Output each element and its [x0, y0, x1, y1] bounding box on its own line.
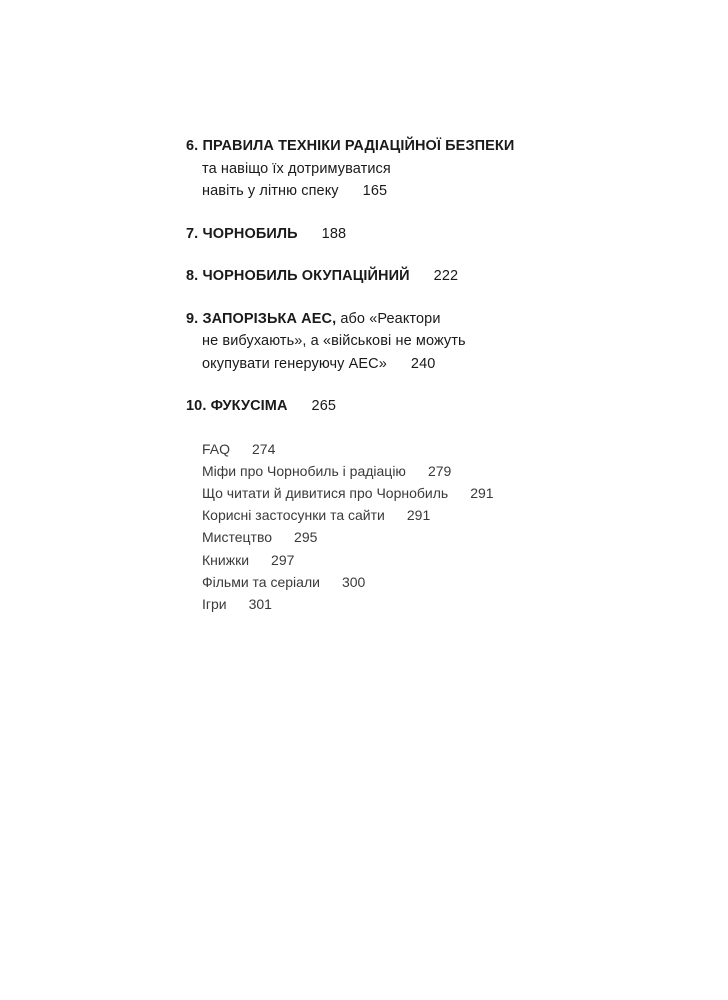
appendix-item-label: Ігри: [202, 595, 227, 612]
page-number: 279: [427, 462, 452, 479]
page-number: 300: [341, 573, 366, 590]
appendix-item: [202, 482, 666, 504]
toc-chapter-7: [186, 223, 666, 246]
chapter-title: ЧОРНОБИЛЬ: [202, 225, 298, 242]
appendix-item-label: Фільми та серіали: [202, 573, 320, 590]
appendix-item-label: Корисні застосунки та сайти: [202, 507, 385, 524]
page-number: 297: [271, 551, 295, 568]
page-number: 291: [470, 484, 494, 501]
table-of-contents: [186, 135, 666, 615]
appendix-item: [202, 526, 666, 548]
appendix-item: [202, 549, 666, 571]
page-number: 222: [433, 268, 459, 284]
page-number: 291: [406, 507, 431, 524]
appendix-item-label: Що читати й дивитися про Чорнобиль: [202, 484, 449, 501]
appendix-item-label: Книжки: [202, 551, 250, 568]
chapter-subtitle-line: [186, 353, 666, 376]
chapter-subtitle: навіть у літню спеку: [202, 183, 339, 199]
chapter-number: 7.: [186, 225, 199, 242]
page-number: 295: [294, 529, 318, 546]
appendix-item: [202, 460, 666, 482]
chapter-subtitle-line: [186, 180, 666, 203]
page-number: 165: [362, 183, 388, 199]
chapter-title-line: [186, 395, 666, 418]
appendix-item: [202, 438, 666, 460]
chapter-title: ФУКУСІМА: [210, 398, 288, 414]
chapter-number: 9.: [186, 310, 199, 327]
chapter-subtitle: та навіщо їх дотримуватися: [202, 160, 391, 177]
appendix-item-label: Міфи про Чорнобиль і радіацію: [202, 462, 406, 479]
chapter-title-line: [186, 308, 666, 331]
chapter-subtitle-line: [186, 330, 666, 353]
appendix-item-label: Мистецтво: [202, 529, 273, 546]
chapter-title-line: [186, 265, 666, 288]
toc-chapter-10: [186, 395, 666, 418]
appendix-item: [202, 504, 666, 526]
chapter-subtitle: окупувати генеруючу АЕС»: [202, 355, 387, 372]
chapter-subtitle: не вибухають», а «військові не можуть: [202, 333, 466, 349]
page-number: 274: [252, 440, 276, 457]
chapter-number: 10.: [186, 398, 207, 414]
page-number: 240: [410, 355, 436, 372]
page-number: 188: [321, 225, 347, 242]
page-number: 265: [311, 398, 337, 414]
appendix-list: [186, 438, 666, 616]
chapter-title: ЧОРНОБИЛЬ ОКУПАЦІЙНИЙ: [202, 268, 410, 284]
chapter-title: ПРАВИЛА ТЕХНІКИ РАДІАЦІЙНОЇ БЕЗПЕКИ: [202, 138, 515, 154]
chapter-subtitle-line: [186, 158, 666, 181]
chapter-title-line: [186, 135, 666, 158]
appendix-item-label: FAQ: [202, 440, 231, 457]
toc-chapter-9: [186, 308, 666, 376]
chapter-title-line: [186, 223, 666, 246]
appendix-item: [202, 571, 666, 593]
chapter-subtitle: або «Реактори: [336, 310, 441, 327]
appendix-item: [202, 593, 666, 615]
chapter-number: 8.: [186, 268, 199, 284]
toc-chapter-8: [186, 265, 666, 288]
page-number: 301: [248, 595, 272, 612]
chapter-number: 6.: [186, 138, 199, 154]
toc-chapter-6: [186, 135, 666, 203]
chapter-title: ЗАПОРІЗЬКА АЕС,: [202, 310, 337, 327]
